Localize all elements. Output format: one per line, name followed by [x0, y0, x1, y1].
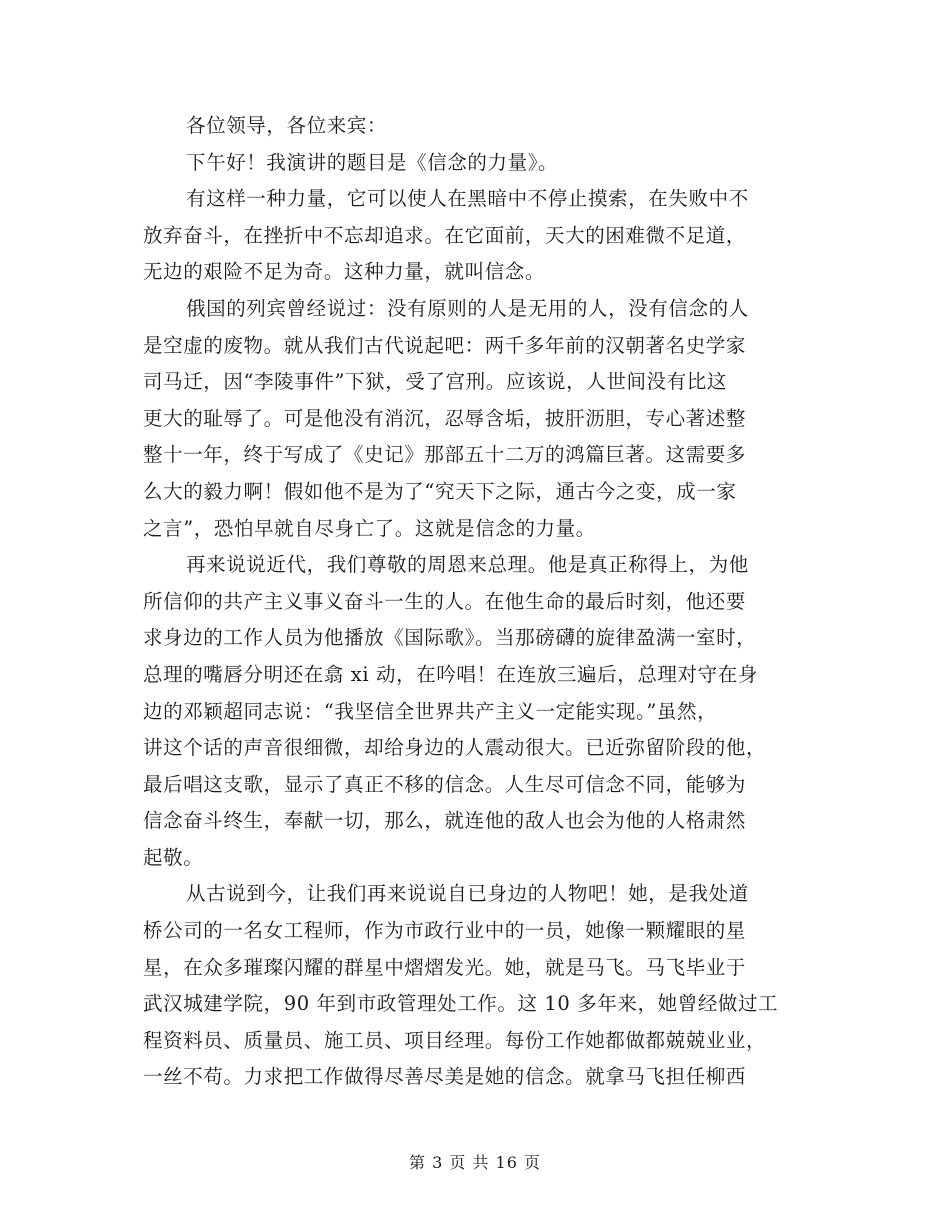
- text-line: 有这样一种力量，它可以使人在黑暗中不停止摸索，在失败中不: [186, 187, 749, 211]
- text-line: 么大的毅力啊！假如他不是为了“究天下之际，通古今之变，成一家: [143, 479, 737, 503]
- text-line: 讲这个话的声音很细微，却给身边的人震动很大。已近弥留阶段的他，: [143, 736, 767, 760]
- text-line: 信念奋斗终生，奉献一切，那么，就连他的敌人也会为他的人格肃然: [143, 809, 747, 833]
- text-line: 程资料员、质量员、施工员、项目经理。每份工作她都做都兢兢业业，: [143, 1028, 767, 1052]
- text-line: 星，在众多璀璨闪耀的群星中熠熠发光。她，就是马飞。马飞毕业于: [143, 955, 747, 979]
- text-line: 各位领导，各位来宾：: [186, 114, 388, 137]
- document-body: [143, 108, 803, 1096]
- text-line: 司马迁，因“李陵事件”下狱，受了宫刑。应该说，人世间没有比这: [143, 370, 727, 394]
- text-line: 是空虚的废物。就从我们古代说起吧：两千多年前的汉朝著名史学家: [143, 333, 747, 357]
- text-line: 无边的艰险不足为奇。这种力量，就叫信念。: [143, 260, 546, 284]
- text-line: 求身边的工作人员为他播放《国际歌》。当那磅礴的旋律盈满一室时，: [143, 626, 757, 650]
- text-line: 最后唱这支歌，显示了真正不移的信念。人生尽可信念不同，能够为: [143, 772, 747, 796]
- text-line: 一丝不苟。力求把工作做得尽善尽美是她的信念。就拿马飞担任柳西: [143, 1065, 747, 1089]
- text-line: 起敬。: [143, 845, 204, 869]
- page-number-footer: 第 3 页 共 16 页: [409, 1153, 541, 1172]
- text-line: 俄国的列宾曾经说过：没有原则的人是无用的人，没有信念的人: [186, 296, 749, 320]
- text-line: 下午好！我演讲的题目是《信念的力量》。: [186, 150, 559, 174]
- text-line: 放弃奋斗，在挫折中不忘却追求。在它面前，天大的困难微不足道，: [143, 223, 747, 247]
- text-line: 再来说说近代，我们尊敬的周恩来总理。他是真正称得上，为他: [186, 553, 749, 577]
- text-line: 桥公司的一名女工程师，作为市政行业中的一员，她像一颗耀眼的星: [143, 919, 747, 943]
- text-line: 从古说到今，让我们再来说说自已身边的人物吧！她，是我处道: [186, 882, 749, 906]
- text-line: 之言”，恐怕早就自尽身亡了。这就是信念的力量。: [143, 516, 596, 540]
- text-line: 总理的嘴唇分明还在翕 xi 动，在吟唱！在连放三遍后，总理对守在身: [143, 662, 758, 686]
- text-line: 所信仰的共产主义事义奋斗一生的人。在他生命的最后时刻，他还要: [143, 589, 747, 613]
- text-line: 边的邓颖超同志说：“我坚信全世界共产主义一定能实现。”虽然，: [143, 699, 718, 723]
- text-line: 整十一年，终于写成了《史记》那部五十二万的鸿篇巨著。这需要多: [143, 443, 747, 467]
- text-line: 更大的耻辱了。可是他没有消沉，忍辱含垢，披肝沥胆，专心著述整: [143, 406, 747, 430]
- text-line: 武汉城建学院，90 年到市政管理处工作。这 10 多年来，她曾经做过工: [143, 992, 779, 1016]
